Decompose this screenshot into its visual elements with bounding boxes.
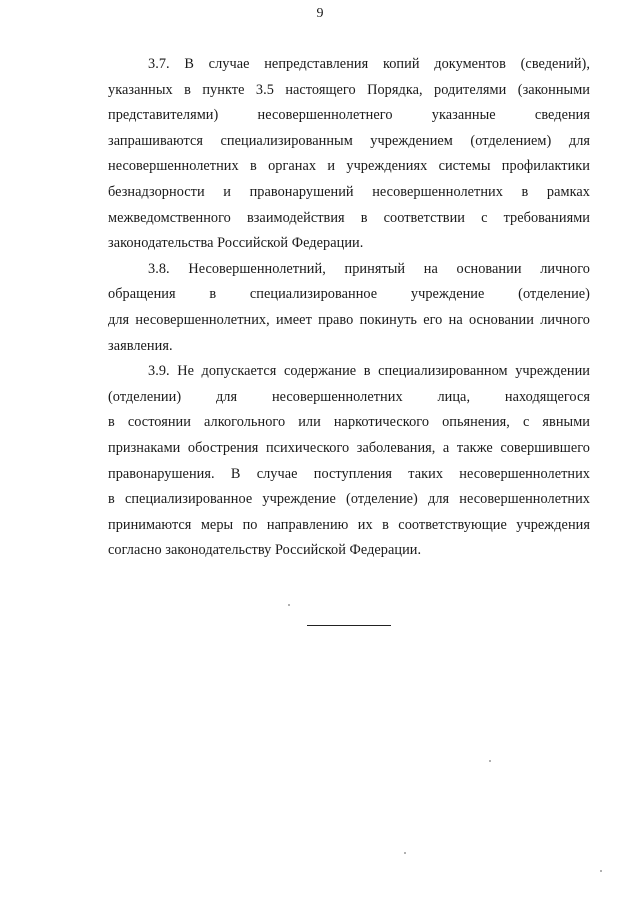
text-line: обращения в специализированное учреждение (отделение): [108, 286, 590, 303]
text-line: правонарушения. В случае поступления таких несовершеннолетних: [108, 465, 590, 482]
text-line: согласно законодательству Российской Федерации.: [108, 542, 422, 559]
text-line: безнадзорности и правонарушений несовершеннолетних в рамках: [108, 183, 590, 200]
paragraph-3-7: [108, 52, 590, 257]
end-separator-line: [307, 625, 391, 626]
text-line: представителями) несовершеннолетнего указанные сведения: [108, 107, 590, 124]
scan-speck: [489, 760, 491, 762]
scan-speck: [404, 852, 406, 854]
text-line: (отделении) для несовершеннолетних лица, находящегося: [108, 388, 590, 405]
document-body: [108, 52, 590, 564]
text-line: указанных в пункте 3.5 настоящего Порядка, родителями (законными: [108, 81, 590, 98]
scan-speck: [288, 604, 290, 606]
text-line: несовершеннолетних в органах и учреждениях системы профилактики: [108, 158, 590, 175]
scan-speck: [600, 870, 602, 872]
paragraph-3-9: [108, 359, 590, 564]
text-line: 3.9. Не допускается содержание в специализированном учреждении: [148, 363, 590, 380]
text-line: в состоянии алкогольного или наркотического опьянения, с явными: [108, 414, 590, 431]
text-line: 3.8. Несовершеннолетний, принятый на основании личного: [148, 260, 590, 277]
text-line: 3.7. В случае непредставления копий документов (сведений),: [148, 56, 590, 72]
text-line: для несовершеннолетних, имеет право покинуть его на основании личного: [108, 311, 590, 328]
text-line: принимаются меры по направлению их в соответствующие учреждения: [108, 516, 590, 533]
text-line: законодательства Российской Федерации.: [108, 235, 364, 252]
text-line: в специализированное учреждение (отделение) для несовершеннолетних: [108, 491, 590, 508]
text-line: межведомственного взаимодействия в соответствии с требованиями: [108, 209, 590, 226]
text-line: заявления.: [108, 337, 173, 354]
text-line: запрашиваются специализированным учреждением (отделением) для: [108, 132, 590, 149]
paragraph-3-8: [108, 257, 590, 359]
page-number: 9: [316, 6, 324, 21]
text-line: признаками обострения психического заболевания, а также совершившего: [108, 439, 590, 456]
